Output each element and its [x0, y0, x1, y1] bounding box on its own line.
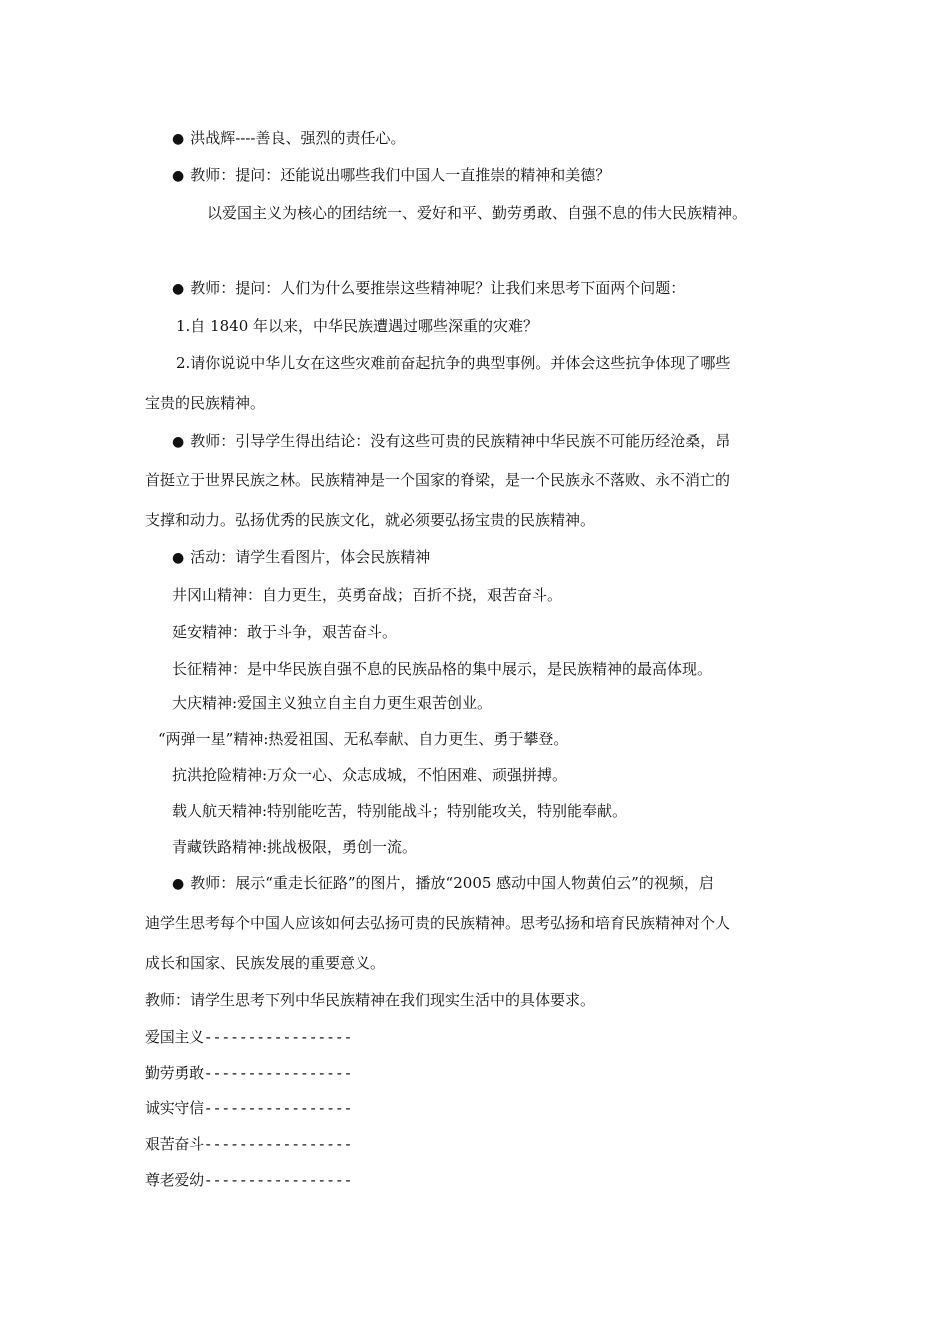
- spirit-daqing: 大庆精神:爱国主义独立自主自力更生艰苦创业。: [172, 694, 493, 712]
- video-line-2: 迪学生思考每个中国人应该如何去弘扬可贵的民族精神。思考弘扬和培育民族精神对个人: [145, 914, 731, 932]
- blank-honesty: 诚实守信-----------------: [145, 1099, 353, 1117]
- blank-patriotism: 爱国主义-----------------: [145, 1028, 353, 1046]
- conclusion-line-2: 首挺立于世界民族之林。民族精神是一个国家的脊梁，是一个民族永不落败、永不消亡的: [145, 471, 731, 489]
- bullet-line-teacher-question-2: ● 教师：提问：人们为什么要推崇这些精神呢？让我们来思考下面两个问题：: [172, 278, 685, 299]
- teacher-requirements-prompt: 教师：请学生思考下列中华民族精神在我们现实生活中的具体要求。: [145, 991, 596, 1009]
- spirit-yanan: 延安精神：敢于斗争，艰苦奋斗。: [172, 623, 398, 641]
- bullet-line-teacher-question-1: ● 教师：提问：还能说出哪些我们中国人一直推崇的精神和美德？: [172, 165, 610, 186]
- spirit-manned-spaceflight: 载人航天精神:特别能吃苦，特别能战斗；特别能攻关，特别能奉献。: [172, 802, 628, 820]
- question-2-continued: 宝贵的民族精神。: [145, 394, 266, 412]
- question-1: 1.自 1840 年以来，中华民族遭遇过哪些深重的灾难？: [176, 317, 539, 335]
- bullet-line-teacher-conclusion: ● 教师：引导学生得出结论：没有这些可贵的民族精神中华民族不可能历经沧桑，昂: [172, 431, 730, 452]
- spirit-long-march: 长征精神：是中华民族自强不息的民族品格的集中展示，是民族精神的最高体现。: [172, 660, 713, 678]
- spirit-qinghai-tibet-railway: 青藏铁路精神:挑战极限，勇创一流。: [172, 838, 418, 856]
- blank-diligence-courage: 勤劳勇敢-----------------: [145, 1064, 353, 1082]
- spirit-flood-fighting: 抗洪抢险精神:万众一心、众志成城，不怕困难、顽强拼搏。: [172, 766, 568, 784]
- bullet-line-teacher-video: ● 教师：展示“重走长征路”的图片，播放“2005 感动中国人物黄伯云”的视频，启: [172, 873, 714, 894]
- blank-respect-elders: 尊老爱幼-----------------: [145, 1171, 353, 1189]
- conclusion-line-3: 支撑和动力。弘扬优秀的民族文化，就必须要弘扬宝贵的民族精神。: [145, 511, 596, 529]
- video-line-3: 成长和国家、民族发展的重要意义。: [145, 954, 386, 972]
- spirit-jinggangshan: 井冈山精神：自力更生，英勇奋战；百折不挠，艰苦奋斗。: [172, 586, 563, 604]
- bullet-line-hong-zhanhui: ● 洪战辉----善良、强烈的责任心。: [172, 128, 406, 149]
- question-2: 2.请你说说中华儿女在这些灾难前奋起抗争的典型事例。并体会这些抗争体现了哪些: [176, 354, 731, 372]
- answer-line-national-spirit: 以爱国主义为核心的团结统一、爱好和平、勤劳勇敢、自强不息的伟大民族精神。: [207, 204, 748, 222]
- bullet-line-activity: ● 活动：请学生看图片，体会民族精神: [172, 547, 430, 568]
- blank-hard-struggle: 艰苦奋斗-----------------: [145, 1135, 353, 1153]
- spirit-two-bombs-one-satellite: “两弹一星”精神:热爱祖国、无私奉献、自力更生、勇于攀登。: [158, 730, 569, 748]
